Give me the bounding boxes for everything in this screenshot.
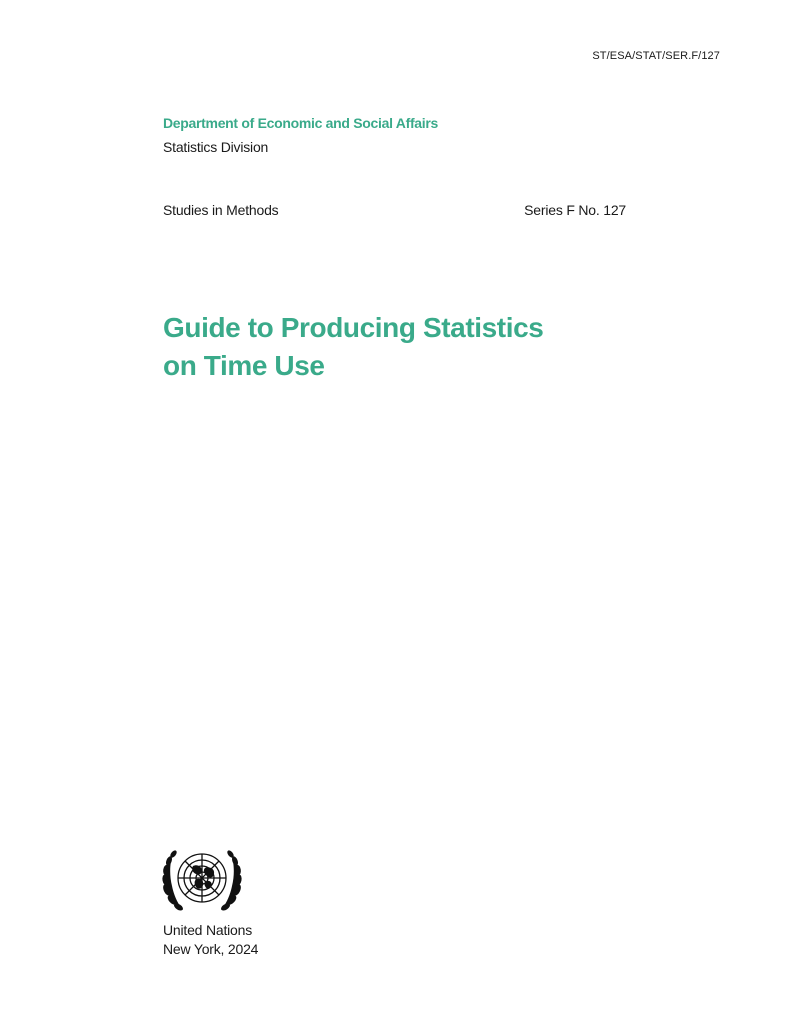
document-title	[163, 309, 543, 385]
division-name: Statistics Division	[163, 139, 269, 155]
department-name: Department of Economic and Social Affairs	[163, 115, 439, 131]
series-number: Series F No. 127	[524, 202, 626, 218]
title-line-1: Guide to Producing Statistics	[163, 312, 544, 343]
imprint-place-year: New York, 2024	[163, 940, 259, 957]
imprint	[163, 921, 258, 958]
series-name: Studies in Methods	[163, 202, 279, 218]
imprint-organization: United Nations	[163, 922, 253, 938]
united-nations-emblem-icon	[161, 844, 243, 914]
title-line-2: on Time Use	[163, 350, 325, 381]
document-symbol: ST/ESA/STAT/SER.F/127	[592, 50, 720, 62]
